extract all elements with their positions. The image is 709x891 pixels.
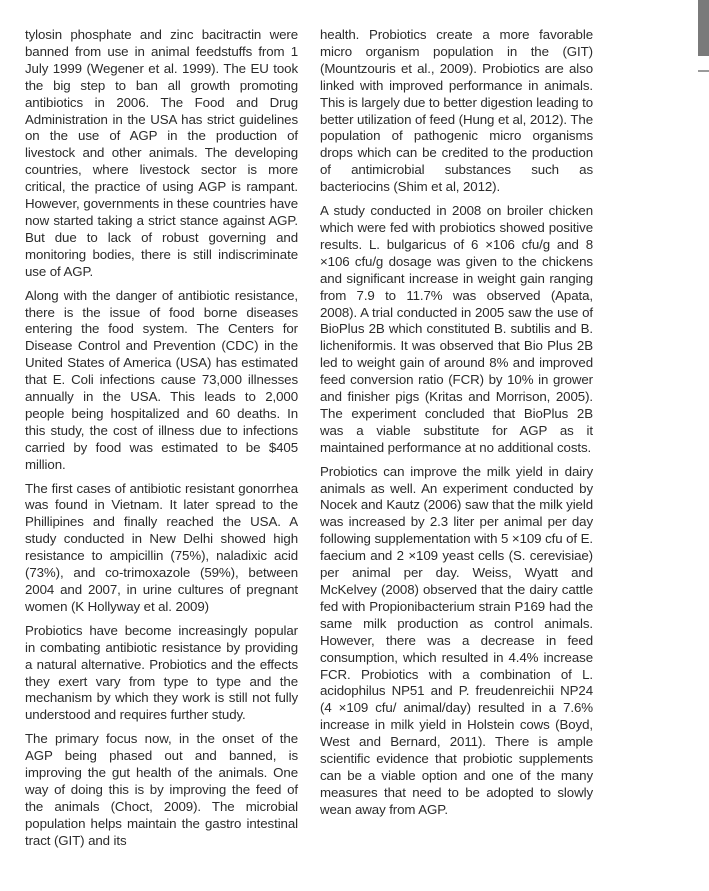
right-paragraph-1: health. Probiotics create a more favorable micro organism population in the (GIT) (Mountzouris et al., 2009). Probiotics are also linked with improved performance in animals. This is largely due to better digestion leading to better utilization of feed (Hung et al, 2012). The population of pathogenic micro organisms drops which can be credited to the production of antimicrobial substances such as bacteriocins (Shim et al, 2012). bbox=[320, 27, 593, 195]
right-paragraph-3: Probiotics can improve the milk yield in dairy animals as well. An experiment conducted by Nocek and Kautz (2006) saw that the milk yield was increased by 2.3 liter per animal per day following supplementation with 5 ×109 cfu of E. faecium and 2 ×109 yeast cells (S. cerevisiae) per animal per day. Weiss, Wyatt and McKelvey (2008) observed that the dairy cattle fed with Propionibacterium strain P169 had the same milk production as control animals. However, there was a decrease in feed consumption, which resulted in 4.4% increase FCR. Probiotics with a combination of L. acidophilus NP51 and P. freudenreichii NP24 (4 ×109 cfu/ animal/day) resulted in a 7.6% increase in milk yield in Holstein cows (Boyd, West and Bernard, 2011). There is ample scientific evidence that probiotic supplements can be a viable option and one of the many measures that need to be adopted to slowly wean away from AGP. bbox=[320, 463, 593, 817]
section-marker-rule bbox=[698, 70, 709, 72]
left-paragraph-3: The first cases of antibiotic resistant gonorrhea was found in Vietnam. It later spread to the Phillipines and finally reached the USA. A study conducted in New Delhi showed high resistance to ampicillin (75%), naladixic acid (73%), and co-trimoxazole (59%), between 2004 and 2007, in urine cultures of pregnant women (K Hollyway et al. 2009) bbox=[25, 480, 298, 614]
section-marker-tab bbox=[698, 0, 709, 56]
right-paragraph-2: A study conducted in 2008 on broiler chicken which were fed with probiotics showed positive results. L. bulgaricus of 6 ×106 cfu/g and 8 ×106 cfu/g dosage was given to the chickens and significant increase in weight gain ranging from 7.9 to 11.7% was observed (Apata, 2008). A trial conducted in 2005 saw the use of BioPlus 2B which constituted B. subtilis and B. licheniformis. It was observed that Bio Plus 2B led to weight gain of around 8% and improved feed conversion ratio (FCR) by 10% in grower and finisher pigs (Kritas and Morrison, 2005). The experiment concluded that BioPlus 2B was a viable substitute for AGP as it maintained performance at no additional costs. bbox=[320, 203, 593, 455]
left-paragraph-2: Along with the danger of antibiotic resistance, there is the issue of food borne diseases entering the food system. The Centers for Disease Control and Prevention (CDC) in the United States of America (USA) has estimated that E. Coli infections cause 73,000 illnesses annually in the USA. This leads to 2,000 people being hospitalized and 60 deaths. In this study, the cost of illness due to infections carried by food was estimated to be $405 million. bbox=[25, 287, 298, 472]
left-paragraph-1: tylosin phosphate and zinc bacitractin were banned from use in animal feedstuffs from 1 July 1999 (Wegener et al. 1999). The EU took the big step to ban all growth promoting antibiotics in 2006. The Food and Drug Administration in the USA has strict guidelines on the use of AGP in the production of livestock and other animals. The developing countries, where livestock sector is more critical, the practice of using AGP is rampant. However, governments in these countries have now started taking a strict stance against AGP. But due to lack of robust governing and monitoring bodies, there is still indiscriminate use of AGP. bbox=[25, 27, 298, 279]
left-text-column bbox=[25, 27, 298, 857]
right-text-column bbox=[320, 27, 593, 826]
left-paragraph-4: Probiotics have become increasingly popular in combating antibiotic resistance by providing a natural alternative. Probiotics and the effects they exert vary from type to type and the mechanism by which they work is still not fully understood and requires further study. bbox=[25, 622, 298, 723]
left-paragraph-5: The primary focus now, in the onset of the AGP being phased out and banned, is improving the gut health of the animals. One way of doing this is by improving the feed of the animals (Choct, 2009). The microbial population helps maintain the gastro intestinal tract (GIT) and its bbox=[25, 731, 298, 848]
